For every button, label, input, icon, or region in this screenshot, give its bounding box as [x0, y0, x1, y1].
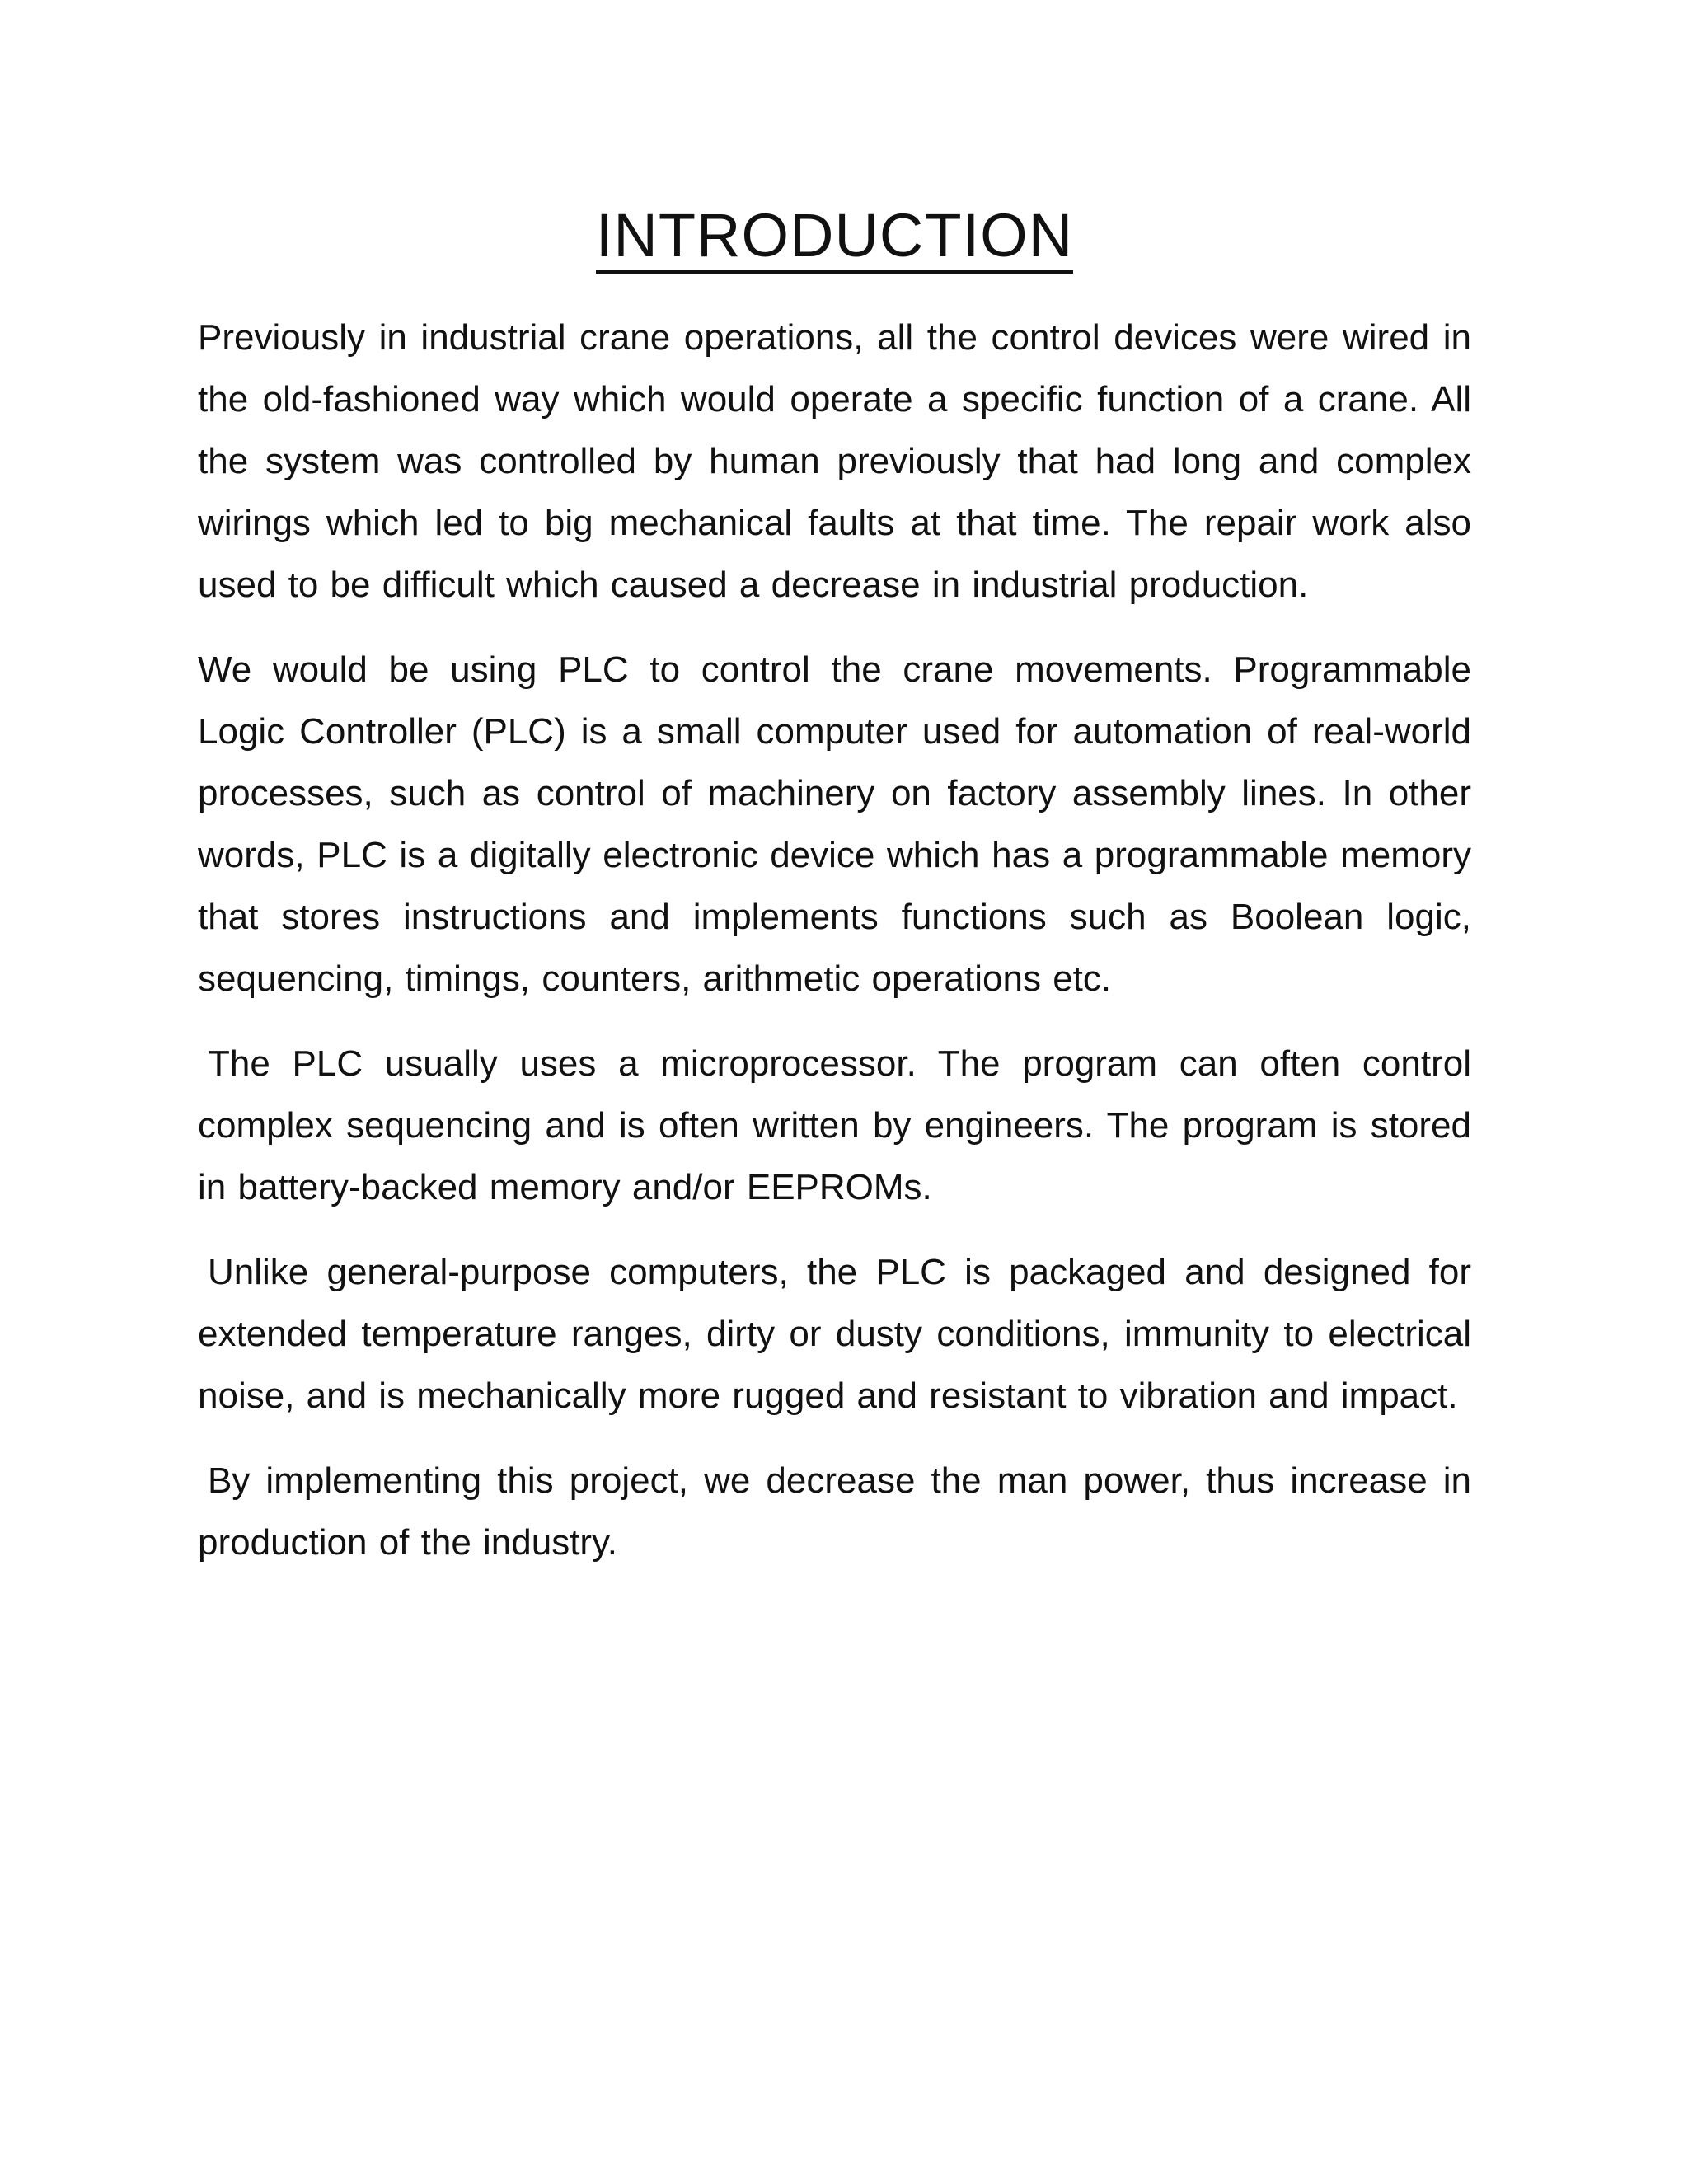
page-title: INTRODUCTION — [596, 202, 1073, 274]
paragraph-plc-definition: We would be using PLC to control the crane movements. Programmable Logic Controller (PLC) is a small computer used for automation of real-world processes, such as control of machinery on factory assembly lines. In other words, PLC is a digitally electronic device which has a programmable memory that stores instructions and implements functions such as Boolean logic, sequencing, timings, counters, arithmetic operations etc. — [198, 649, 1471, 1000]
paragraph-crane-history: Previously in industrial crane operations, all the control devices were wired in the old-fashioned way which would operate a specific function of a crane. All the system was controlled by human previously that had long and complex wirings which led to big mechanical faults at that time. The repair work also used to be difficult which caused a decrease in industrial production. — [198, 317, 1471, 606]
paragraph-plc-ruggedness: Unlike general-purpose computers, the PLC is packaged and designed for extended temperature ranges, dirty or dusty conditions, immunity to electrical noise, and is mechanically more rugged and resistant to vibration and impact. — [198, 1252, 1471, 1417]
document-page — [198, 202, 1471, 1596]
title-container — [198, 202, 1471, 274]
paragraph-project-benefit: By implementing this project, we decrease the man power, thus increase in production of the industry. — [198, 1460, 1471, 1563]
paragraph-plc-microprocessor: The PLC usually uses a microprocessor. The program can often control complex sequencing and is often written by engineers. The program is stored in battery-backed memory and/or EEPROMs. — [198, 1043, 1471, 1208]
